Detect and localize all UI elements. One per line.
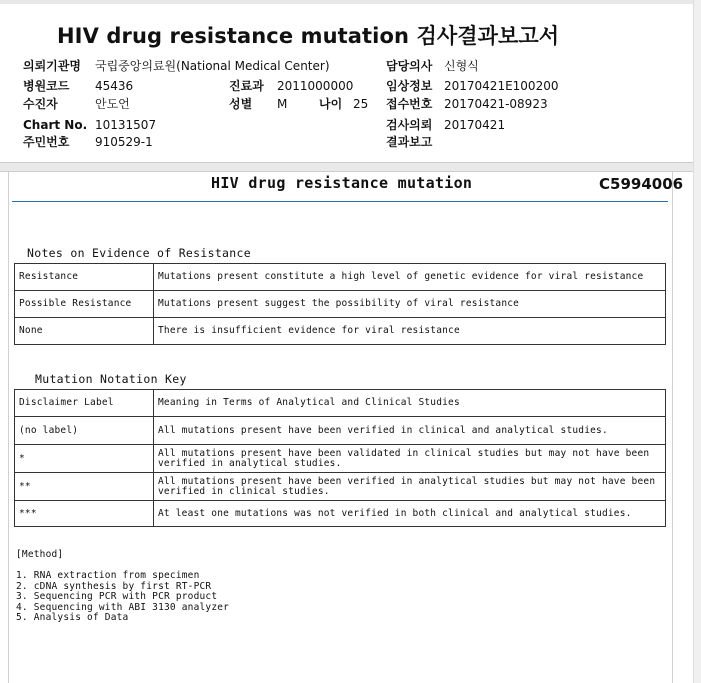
hospital-code-value: 45436 — [95, 79, 134, 93]
notes-section-title: Notes on Evidence of Resistance — [27, 246, 251, 260]
patient-label: 수진자 — [23, 97, 58, 111]
age-value: 25 — [353, 97, 369, 111]
receipt-no-label: 접수번호 — [386, 97, 433, 111]
table-row — [15, 318, 666, 345]
notes-text-cell: Mutations present suggest the possibility of viral resistance — [154, 291, 666, 318]
sex-label: 성별 — [229, 97, 253, 111]
sex-value: M — [277, 97, 288, 111]
method-step: 2. cDNA synthesis by first RT-PCR — [16, 580, 212, 592]
method-step: 4. Sequencing with ABI 3130 analyzer — [16, 601, 230, 613]
table-row — [15, 445, 666, 473]
requesting-institution-label: 의뢰기관명 — [23, 59, 81, 73]
department-label: 진료과 — [229, 79, 264, 93]
report-code: C5994006 — [599, 175, 684, 193]
chart-no-label: Chart No. — [23, 118, 88, 132]
key-header-text: Meaning in Terms of Analytical and Clinical Studies — [154, 390, 666, 417]
key-text-cell: All mutations present have been validated in clinical studies but may not have been verified in analytical studies. — [154, 445, 666, 473]
notation-key-table — [14, 389, 666, 527]
key-header-label: Disclaimer Label — [15, 390, 154, 417]
table-row — [15, 264, 666, 291]
result-report-label: 결과보고 — [386, 135, 433, 149]
notes-text-cell: Mutations present constitute a high level of genetic evidence for viral resistance — [154, 264, 666, 291]
table-row — [15, 291, 666, 318]
table-row — [15, 473, 666, 501]
page-title: HIV drug resistance mutation 검사결과보고서 — [57, 24, 560, 48]
clinical-info-value: 20170421E100200 — [444, 79, 559, 93]
vertical-scrollbar[interactable] — [693, 0, 701, 683]
key-label-cell: * — [15, 445, 154, 473]
resident-no-label: 주민번호 — [23, 135, 70, 149]
table-row — [15, 501, 666, 527]
attending-physician-value: 신형식 — [444, 59, 479, 73]
clinical-info-label: 임상정보 — [386, 79, 433, 93]
resident-no-value: 910529-1 — [95, 135, 153, 149]
attending-physician-label: 담당의사 — [386, 59, 433, 73]
method-section — [16, 550, 229, 624]
test-request-label: 검사의뢰 — [386, 118, 433, 132]
key-label-cell: (no label) — [15, 417, 154, 445]
key-label-cell: ** — [15, 473, 154, 501]
chart-no-value: 10131507 — [95, 118, 157, 132]
method-step: 3. Sequencing PCR with PCR product — [16, 591, 218, 602]
key-text-cell: All mutations present have been verified in analytical studies but may not have been verified in clinical studies. — [154, 473, 666, 501]
hospital-code-label: 병원코드 — [23, 79, 70, 93]
requesting-institution-value: 국립중앙의료원(National Medical Center) — [95, 59, 330, 73]
method-step: 5. Analysis of Data — [16, 612, 129, 623]
method-title: [Method] — [16, 549, 64, 560]
notes-label-cell: Possible Resistance — [15, 291, 154, 318]
notes-label-cell: Resistance — [15, 264, 154, 291]
key-section-title: Mutation Notation Key — [35, 372, 187, 386]
age-label: 나이 — [319, 97, 343, 111]
key-text-cell: All mutations present have been verified in clinical and analytical studies. — [154, 417, 666, 445]
department-value: 2011000000 — [277, 79, 354, 93]
report-title: HIV drug resistance mutation — [211, 174, 473, 192]
notes-table — [14, 263, 666, 345]
method-step: 1. RNA extraction from specimen — [16, 570, 200, 581]
test-request-value: 20170421 — [444, 118, 506, 132]
key-text-cell: At least one mutations was not verified in both clinical and analytical studies. — [154, 501, 666, 527]
table-row — [15, 417, 666, 445]
table-header-row — [15, 390, 666, 417]
window-top-bar — [0, 0, 701, 4]
notes-text-cell: There is insufficient evidence for viral resistance — [154, 318, 666, 345]
notes-label-cell: None — [15, 318, 154, 345]
report-title-rule — [12, 201, 668, 202]
section-divider — [0, 162, 693, 172]
patient-value: 안도언 — [95, 97, 130, 111]
receipt-no-value: 20170421-08923 — [444, 97, 548, 111]
key-label-cell: *** — [15, 501, 154, 527]
